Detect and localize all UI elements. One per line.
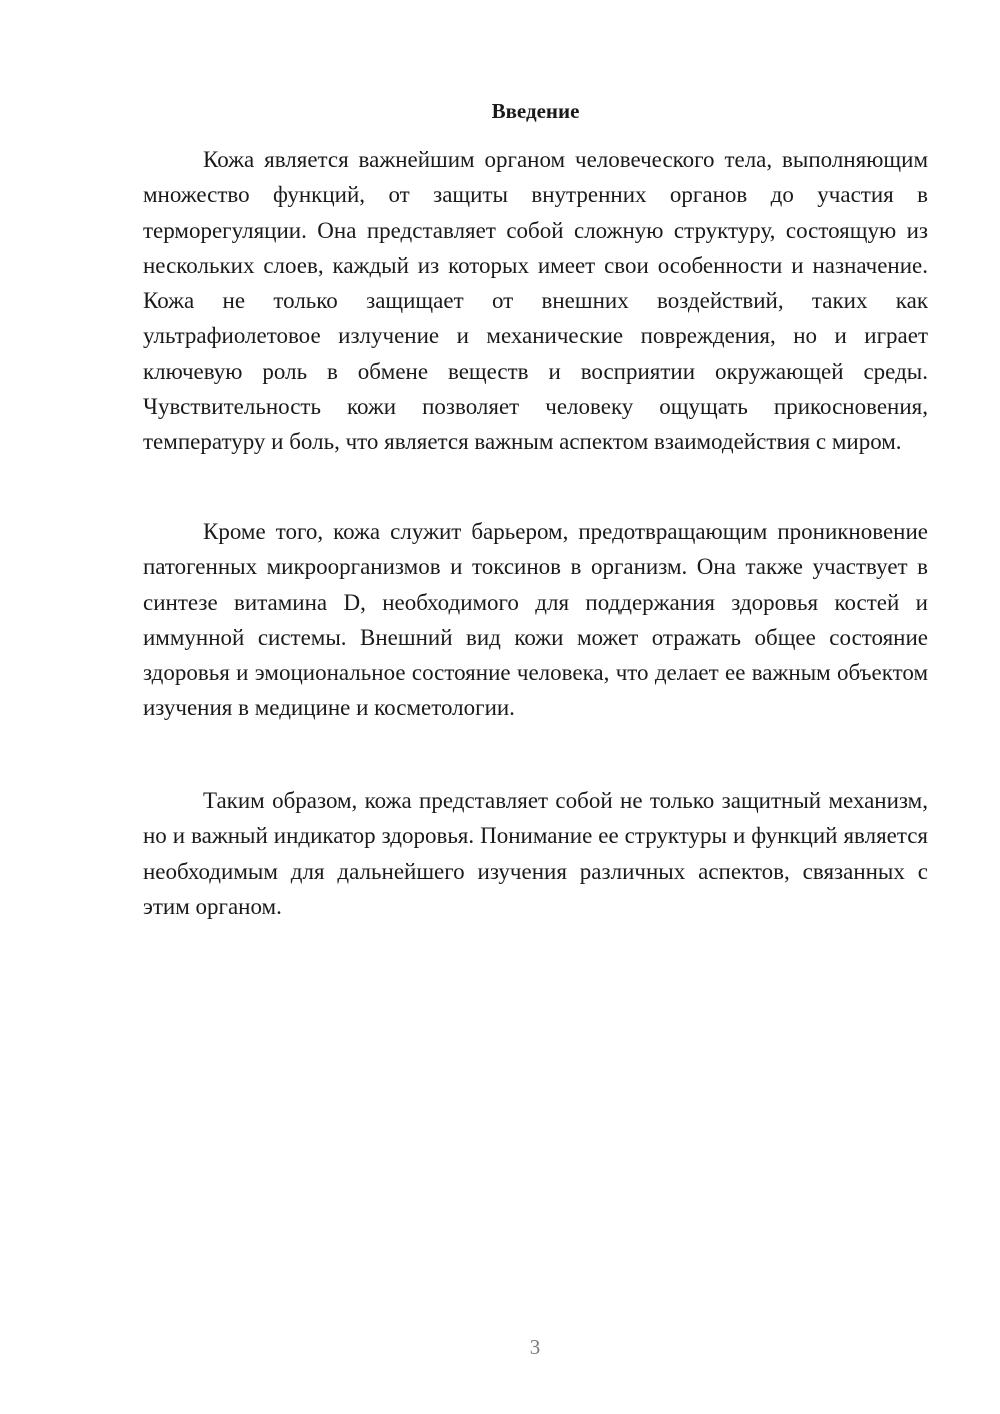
section-heading: Введение — [491, 99, 580, 123]
paragraph-1: Кожа является важнейшим органом человеческого тела, выполняющим множество функций, от защиты внутренних органов до участия в терморегуляции. Она представляет собой сложную структуру, состоящую из нескольких слоев, каждый из которых имеет свои особенности и назначение. Кожа не только защищает от внешних воздействий, таких как ультрафиолетовое излучение и механические повреждения, но и играет ключевую роль в обмене веществ и восприятии окружающей среды. Чувствительность кожи позволяет человеку ощущать прикосновения, температуру и боль, что является важным аспектом взаимодействия с миром. — [143, 147, 928, 455]
paragraph-2: Кроме того, кожа служит барьером, предотвращающим проникновение патогенных микроорганизмов и токсинов в организм. Она также участвует в синтезе витамина D, необходимого для поддержания здоровья костей и иммунной системы. Внешний вид кожи может отражать общее состояние здоровья и эмоциональное состояние человека, что делает ее важным объектом изучения в медицине и косметологии. — [143, 519, 928, 721]
paragraph-3: Таким образом, кожа представляет собой не только защитный механизм, но и важный индикатор здоровья. Понимание ее структуры и функций является необходимым для дальнейшего изучения различных аспектов, связанных с этим органом. — [143, 788, 928, 919]
page-number: 3 — [529, 1335, 541, 1359]
